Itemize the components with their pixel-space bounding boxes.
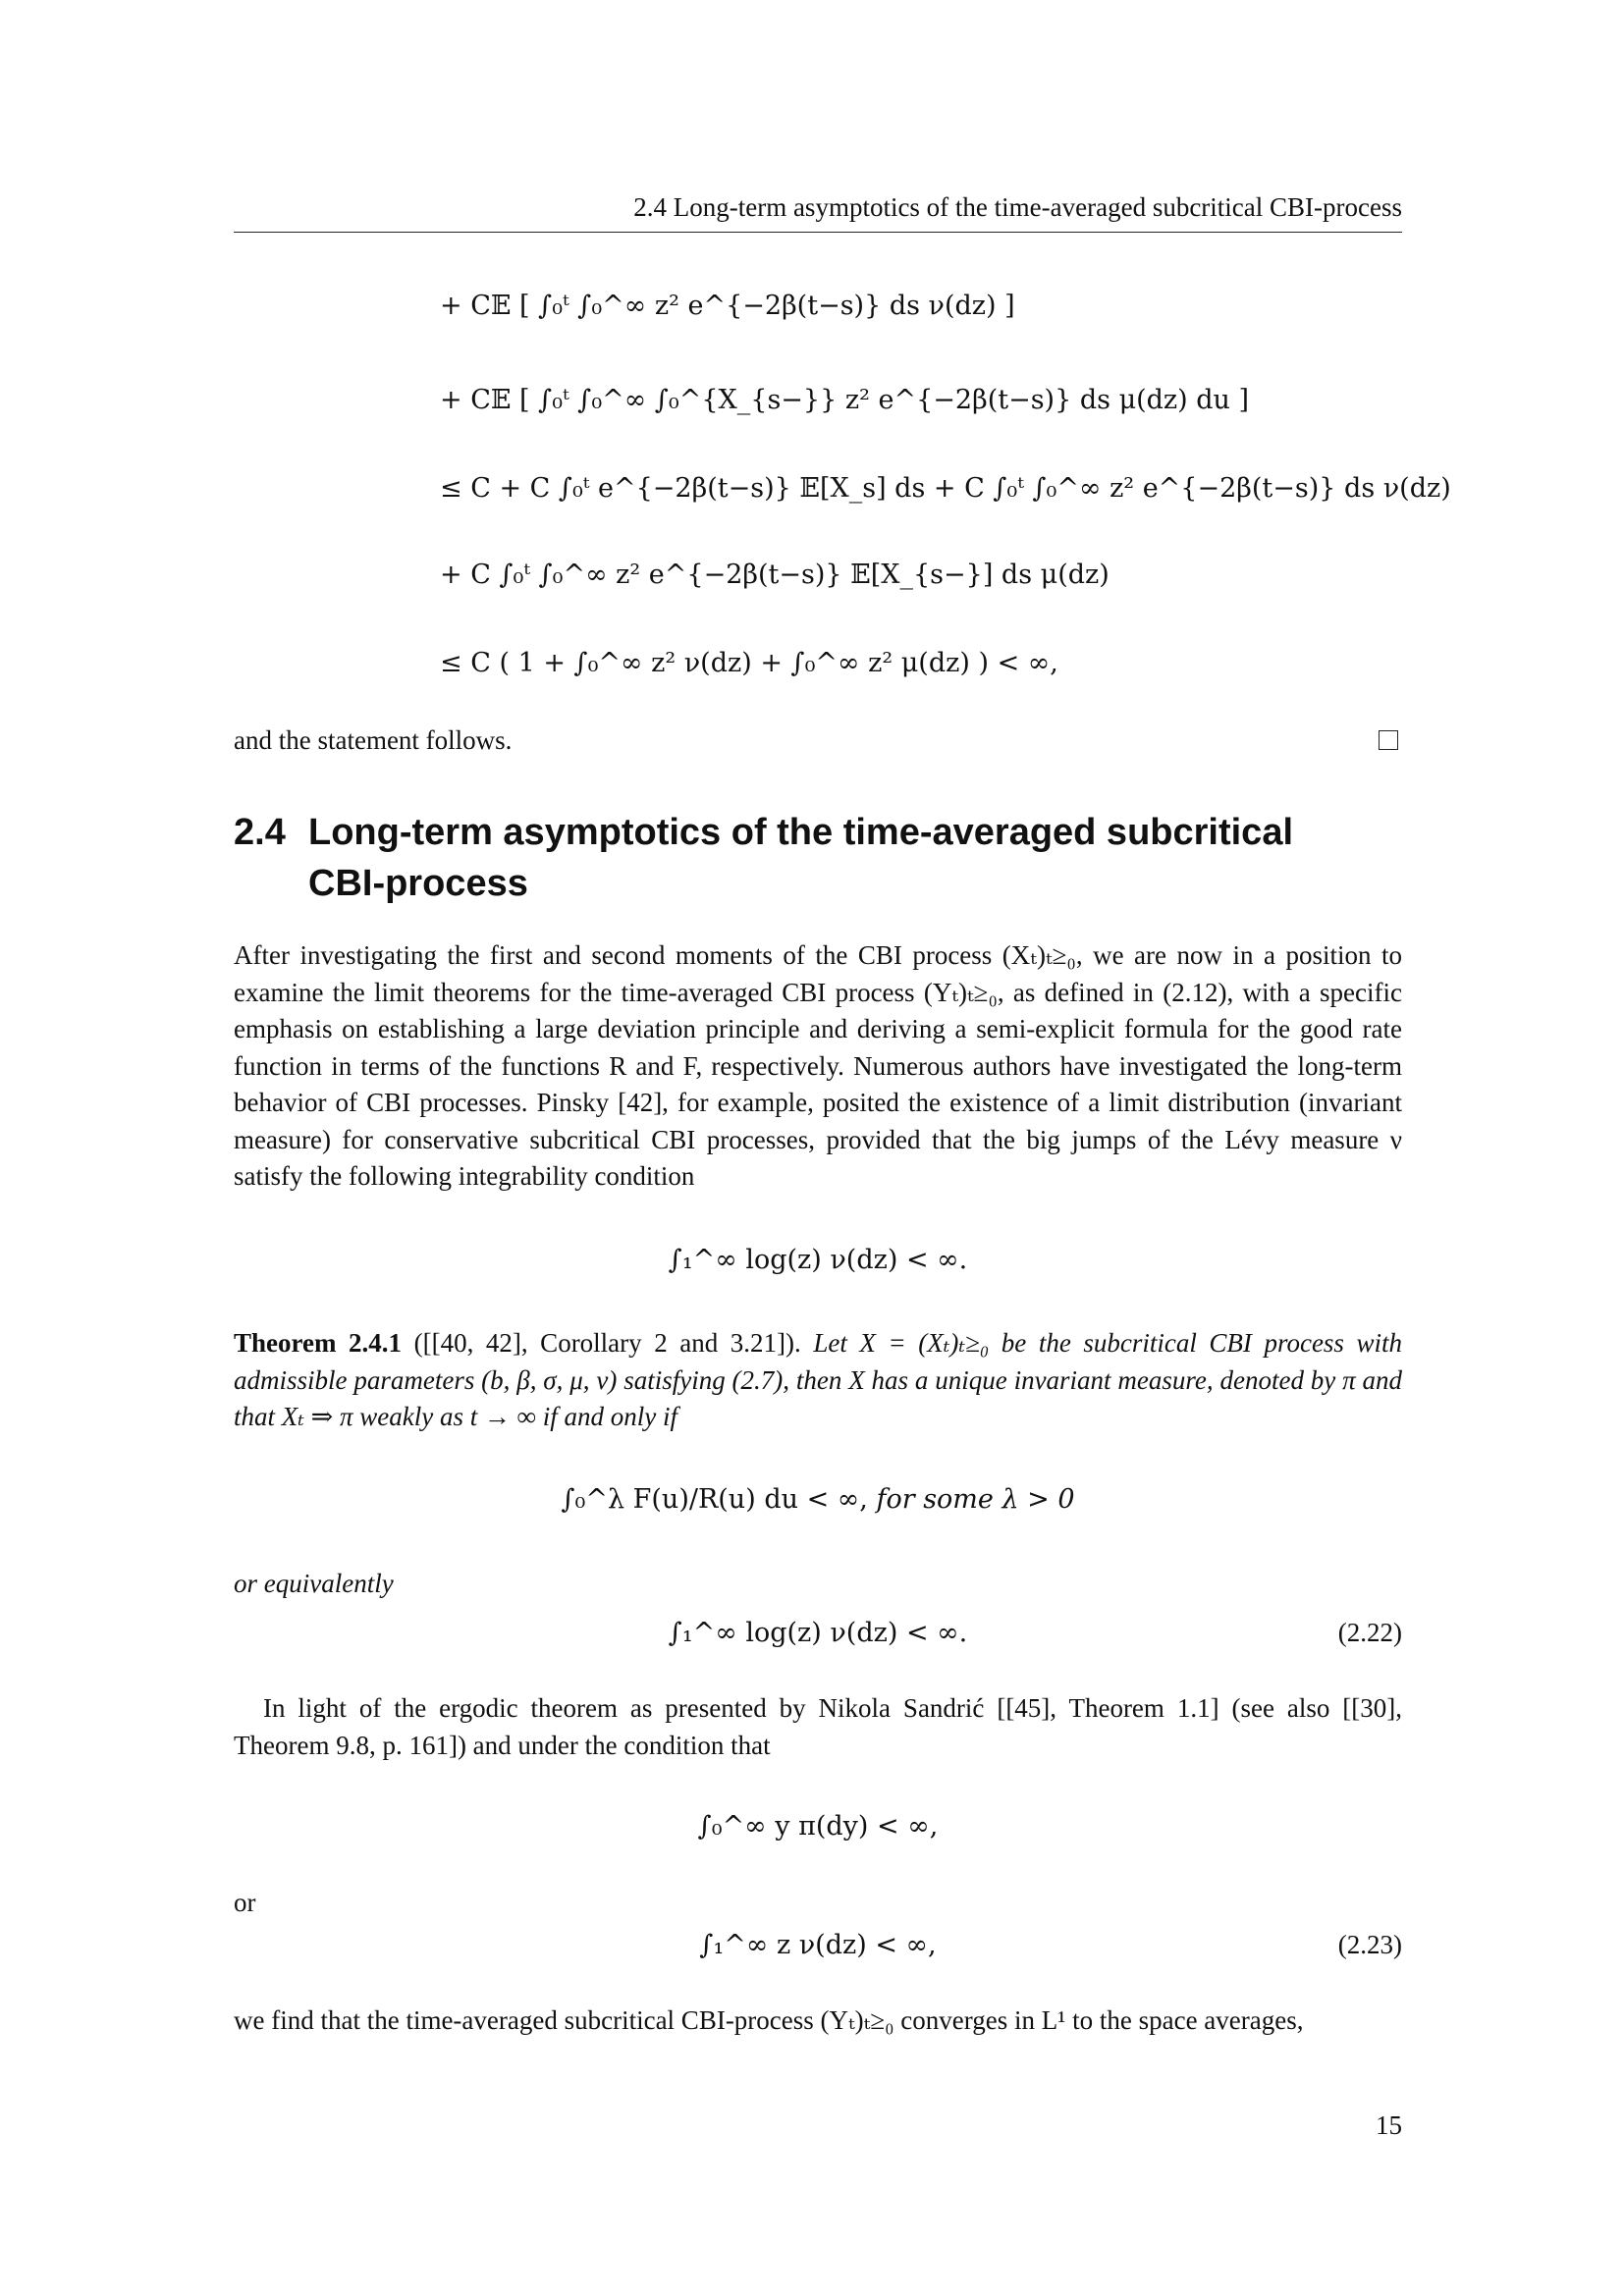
equation-2-23: ∫₁^∞ z ν(dz) < ∞, [699,1930,937,1960]
running-header [234,192,1402,233]
theorem-statement: Let X = (Xₜ)ₜ≥₀ be the subcritical CBI process with admissible parameters (b, β, σ, μ, ν) satisfying (2.7), then X has a unique invariant measure, denoted by π and that Xₜ ⇒ π weakly as t → ∞ if and only if [234,1328,1403,1431]
derivation-line-5: ≤ C ( 1 + ∫₀^∞ z² ν(dz) + ∫₀^∞ z² μ(dz) ) < ∞, [440,648,1058,678]
section-number: 2.4 [234,812,286,853]
theorem-citation: ([[40, 42], Corollary 2 and 3.21]). [413,1328,801,1358]
section-title-line1: Long-term asymptotics of the time-averaged subcritical [308,812,1294,853]
equation-y-pi: ∫₀^∞ y π(dy) < ∞, [697,1811,939,1842]
section-heading [234,807,1402,909]
derivation-line-1: + C𝔼 [ ∫₀ᵗ ∫₀^∞ z² e^{−2β(t−s)} ds ν(dz) ] [440,291,1015,321]
running-title: 2.4 Long-term asymptotics of the time-averaged subcritical CBI-process [633,192,1402,222]
equation-2-22: ∫₁^∞ log(z) ν(dz) < ∞. [668,1618,968,1648]
equation-ratio-main: ∫₀^λ F(u)/R(u) du < ∞, [561,1484,868,1515]
proof-end-text: and the statement follows. [234,725,513,755]
ergodic-paragraph: In light of the ergodic theorem as presented by Nikola Sandrić [[45], Theorem 1.1] (see also [[30], Theorem 9.8, p. 161]) and under the condition that [234,1693,1402,1760]
or-equivalently-wrap [234,1566,1402,1603]
equation-number-2-22: (2.22) [1337,1618,1402,1647]
equation-number-2-23: (2.23) [1337,1930,1402,1959]
equation-log-condition: ∫₁^∞ log(z) ν(dz) < ∞. [668,1245,968,1275]
theorem-label: Theorem 2.4.1 [234,1328,403,1358]
section-title-line2: CBI-process [308,863,528,904]
last-paragraph: we find that the time-averaged subcritical CBI-process (Yₜ)ₜ≥₀ converges in L¹ to the space averages, [234,2005,1304,2035]
qed-square [1379,730,1398,750]
or-equivalently-text: or equivalently [234,1569,394,1598]
derivation-line-2: + C𝔼 [ ∫₀ᵗ ∫₀^∞ ∫₀^{X_{s−}} z² e^{−2β(t−s)} ds μ(dz) du ] [440,385,1250,415]
theorem-block [234,1325,1402,1436]
derivation-line-3: ≤ C + C ∫₀ᵗ e^{−2β(t−s)} 𝔼[X_s] ds + C ∫₀ᵗ ∫₀^∞ z² e^{−2β(t−s)} ds ν(dz) [440,473,1451,504]
derivation-line-4: + C ∫₀ᵗ ∫₀^∞ z² e^{−2β(t−s)} 𝔼[X_{s−}] ds μ(dz) [440,560,1110,590]
equation-ratio [234,1484,1402,1515]
intro-paragraph: After investigating the first and second moments of the CBI process (Xₜ)ₜ≥₀, we are now in a position to examine the limit theorems for the time-averaged CBI process (Yₜ)ₜ≥₀, as defined in (2.12), with a specific emphasis on establishing a large deviation principle and deriving a semi-explicit formula for the good rate function in terms of the functions R and F, respectively. Numerous authors have investigated the long-term behavior of CBI processes. Pinsky [42], for example, posited the existence of a limit distribution (invariant measure) for conservative subcritical CBI processes, provided that the big jumps of the Lévy measure ν satisfy the following integrability condition [234,940,1402,1191]
or-word: or [234,1888,256,1917]
page-number: 15 [1376,2110,1402,2140]
equation-ratio-tail: for some λ > 0 [876,1484,1075,1515]
